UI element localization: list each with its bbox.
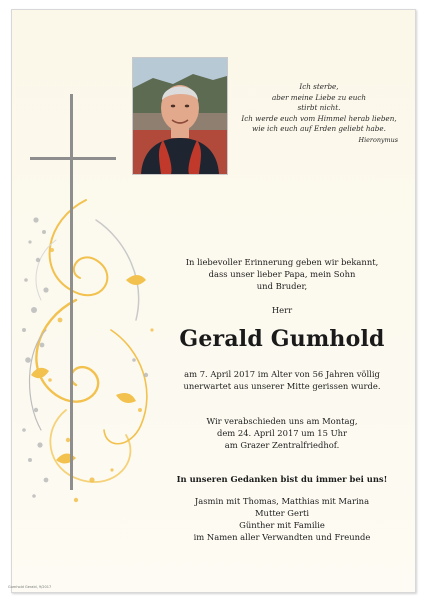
funeral-text — [152, 415, 412, 451]
quote-line: Ich werde euch vom Himmel herab lieben, — [241, 113, 397, 123]
mourner-line: im Namen aller Verwandten und Freunde — [193, 532, 371, 542]
obituary-card — [11, 9, 416, 593]
death-line: unerwartet aus unserer Mitte gerissen wurde. — [183, 381, 381, 391]
quote-author: Hieronymus — [358, 135, 398, 144]
cross-vertical-bar — [70, 94, 73, 490]
mourner-line: Jasmin mit Thomas, Matthias mit Marina — [194, 496, 370, 506]
intro-text — [152, 256, 412, 292]
intro-line: und Bruder, — [256, 281, 308, 291]
death-line: am 7. April 2017 im Alter von 56 Jahren völlig — [184, 369, 380, 379]
funeral-line: dem 24. April 2017 um 15 Uhr — [216, 428, 348, 438]
cross-horizontal-bar — [30, 157, 116, 160]
mourner-line: Günther mit Familie — [239, 520, 325, 530]
quote-line: Ich sterbe, — [299, 82, 339, 91]
intro-line: In liebevoller Erinnerung geben wir bekannt, — [185, 257, 379, 267]
quote-block — [226, 82, 412, 146]
portrait-photo — [132, 57, 228, 175]
mourner-line: Mutter Gerti — [254, 508, 310, 518]
deceased-name: Gerald Gumhold — [179, 326, 385, 352]
funeral-line: Wir verabschieden uns am Montag, — [206, 416, 358, 426]
death-text — [152, 368, 412, 392]
intro-line: dass unser lieber Papa, mein Sohn — [208, 269, 356, 279]
remembrance-line: In unseren Gedanken bist du immer bei uns! — [176, 474, 388, 484]
quote-line: stirbt nicht. — [297, 103, 341, 113]
quote-line: wie ich euch auf Erden geliebt habe. — [252, 124, 386, 134]
quote-line: aber meine Liebe zu euch — [271, 92, 367, 102]
mourners-list — [152, 495, 412, 543]
salutation: Herr — [271, 305, 293, 315]
footer-code: Gumhold Gerald, 9/2017 — [8, 585, 52, 589]
funeral-line: am Grazer Zentralfriedhof. — [224, 440, 340, 450]
floral-ornament — [16, 180, 166, 510]
